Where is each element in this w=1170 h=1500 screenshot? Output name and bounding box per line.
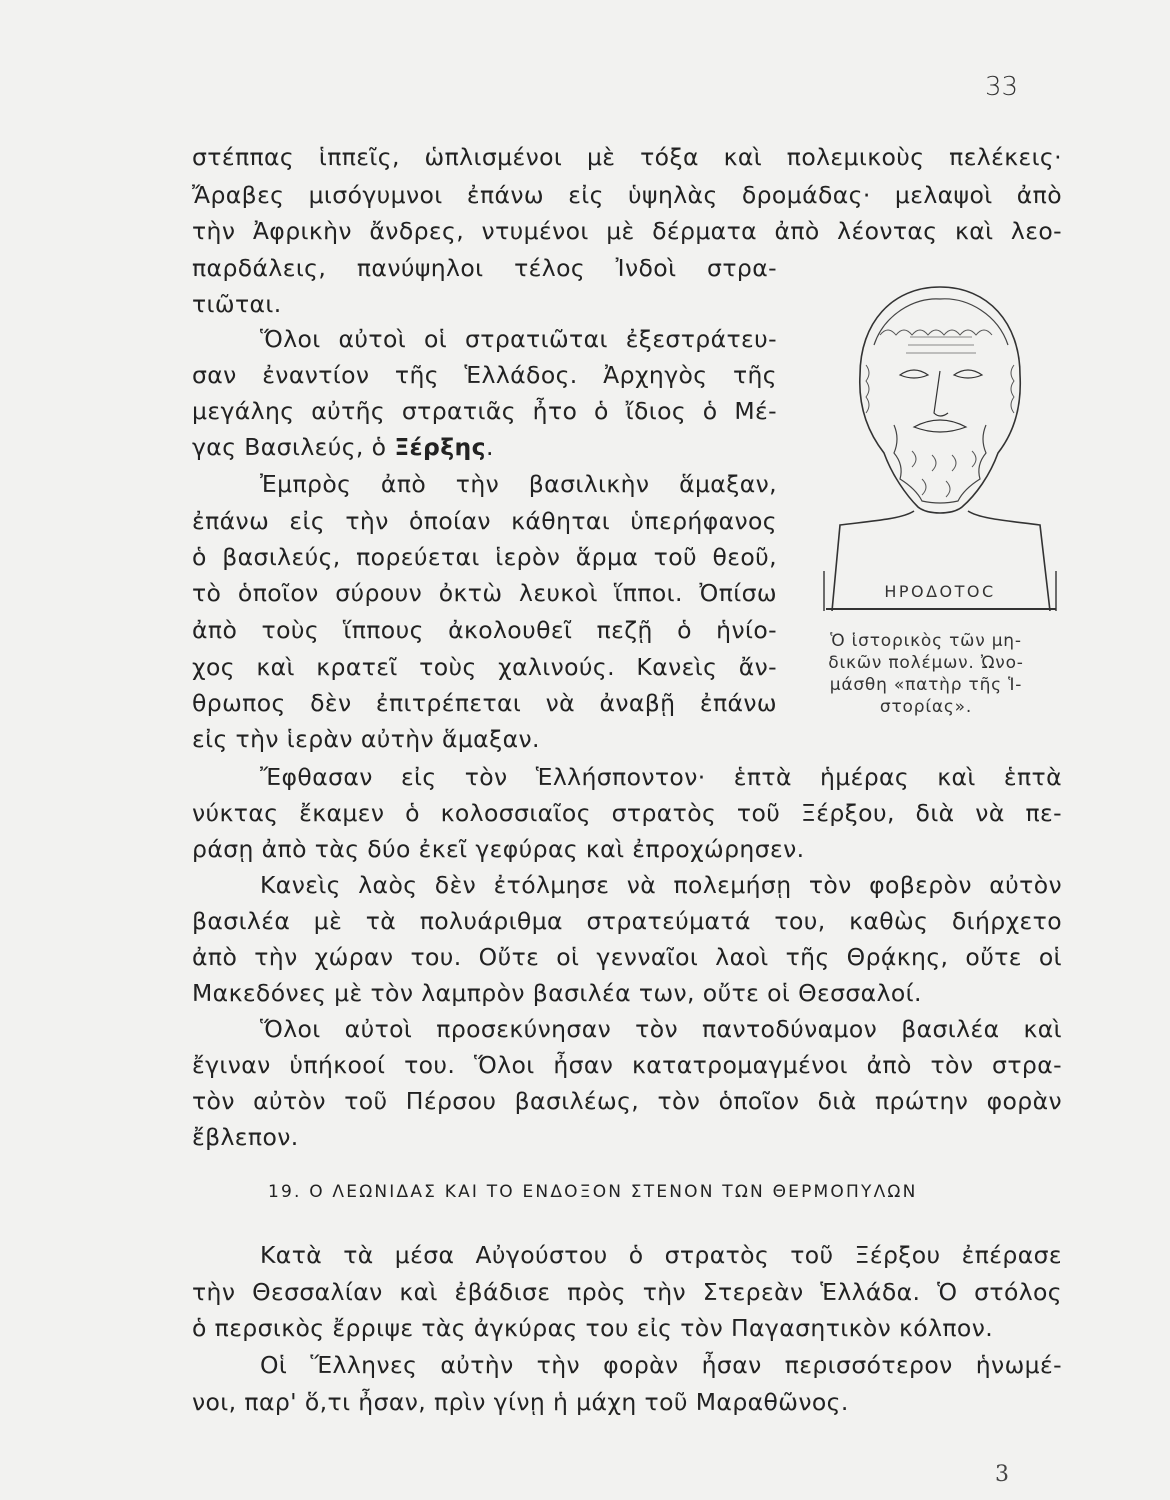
text-line: τὴν Ἀφρικὴν ἄνδρες, ντυμένοι μὲ δέρματα ἀπὸ λέοντας καὶ λεο-	[192, 217, 1062, 245]
text-line: θρωπος δὲν ἐπιτρέπεται νὰ ἀναβῇ ἐπάνω	[192, 689, 777, 717]
text-line: τιῶται.	[192, 290, 282, 318]
text-line: ἀπὸ τοὺς ἵππους ἀκολουθεῖ πεζῇ ὁ ἡνίο-	[192, 616, 777, 644]
printer-signature-mark: 3	[995, 1462, 1009, 1487]
figure-caption	[795, 630, 1057, 718]
text-fragment: .	[486, 433, 494, 461]
text-line: στέππας ἱππεῖς, ὡπλισμένοι μὲ τόξα καὶ πολεμικοὺς πελέκεις·	[192, 143, 1062, 171]
text-line: Μακεδόνες μὲ τὸν λαμπρὸν βασιλέα των, οὔτε οἱ Θεσσαλοί.	[192, 979, 922, 1007]
caption-line: δικῶν πολέμων. Ὠνο-	[828, 653, 1024, 673]
text-line: Ἔφθασαν εἰς τὸν Ἑλλήσποντον· ἑπτὰ ἡμέρας καὶ ἑπτὰ	[260, 763, 1062, 791]
section-heading: 19. Ο ΛΕΩΝΙΔΑΣ ΚΑΙ ΤΟ ΕΝΔΟΞΟΝ ΣΤΕΝΟΝ ΤΩΝ ΘΕΡΜΟΠΥΛΩΝ	[268, 1182, 918, 1202]
text-line: ἔβλεπον.	[192, 1123, 299, 1151]
bust-label: ΗΡΟΔΟΤΟϹ	[884, 582, 996, 601]
text-line: Ἐμπρὸς ἀπὸ τὴν βασιλικὴν ἅμαξαν,	[260, 470, 777, 498]
text-line: νύκτας ἔκαμεν ὁ κολοσσιαῖος στρατὸς τοῦ Ξέρξου, διὰ νὰ πε-	[192, 799, 1062, 827]
text-line: σαν ἐναντίον τῆς Ἑλλάδος. Ἀρχηγὸς τῆς	[192, 361, 777, 389]
page-number: 33	[985, 72, 1019, 102]
text-line	[192, 430, 777, 464]
text-line: χος καὶ κρατεῖ τοὺς χαλινούς. Κανεὶς ἄν-	[192, 653, 777, 681]
text-line: ὁ περσικὸς ἔρριψε τὰς ἀγκύρας του εἰς τὸν Παγασητικὸν κόλπον.	[192, 1314, 994, 1342]
caption-line: Ὁ ἱστορικὸς τῶν μη-	[830, 631, 1022, 651]
text-line: ἐπάνω εἰς τὴν ὁποίαν κάθηται ὑπερήφανος	[192, 507, 777, 535]
caption-line: μάσθη «πατὴρ τῆς Ἱ-	[829, 675, 1023, 695]
bust-illustration	[822, 275, 1058, 611]
text-fragment: γας Βασιλεύς, ὁ	[192, 433, 395, 461]
text-line: ὁ βασιλεύς, πορεύεται ἱερὸν ἅρμα τοῦ θεοῦ,	[192, 543, 777, 571]
text-line: ράσῃ ἀπὸ τὰς δύο ἐκεῖ γεφύρας καὶ ἐπροχώρησεν.	[192, 835, 805, 863]
text-line: ἔγιναν ὑπήκοοί του. Ὅλοι ἦσαν κατατρομαγμένοι ἀπὸ τὸν στρα-	[192, 1051, 1062, 1079]
text-line: παρδάλεις, πανύψηλοι τέλος Ἰνδοὶ στρα-	[192, 254, 777, 282]
herodotus-bust-figure	[822, 275, 1058, 611]
text-line: εἰς τὴν ἱερὰν αὐτὴν ἅμαξαν.	[192, 725, 540, 753]
text-line: Ἄραβες μισόγυμνοι ἐπάνω εἰς ὑψηλὰς δρομάδας· μελαψοὶ ἀπὸ	[192, 181, 1062, 209]
text-line: τὸν αὐτὸν τοῦ Πέρσου βασιλέως, τὸν ὁποῖον διὰ πρώτην φορὰν	[192, 1087, 1062, 1115]
xerxes-name: Ξέρξης	[394, 433, 487, 461]
text-line: Ὅλοι αὐτοὶ προσεκύνησαν τὸν παντοδύναμον βασιλέα καὶ	[260, 1015, 1062, 1043]
text-line: βασιλέα μὲ τὰ πολυάριθμα στρατεύματά του, καθὼς διήρχετο	[192, 907, 1062, 935]
caption-line: στορίας».	[879, 697, 973, 717]
text-line: Κατὰ τὰ μέσα Αὐγούστου ὁ στρατὸς τοῦ Ξέρξου ἐπέρασε	[260, 1241, 1062, 1269]
text-line: τὸ ὁποῖον σύρουν ὀκτὼ λευκοὶ ἵπποι. Ὀπίσω	[192, 579, 777, 607]
text-line: Ὅλοι αὐτοὶ οἱ στρατιῶται ἐξεστράτευ-	[260, 325, 777, 353]
text-line: τὴν Θεσσαλίαν καὶ ἐβάδισε πρὸς τὴν Στερεὰν Ἑλλάδα. Ὁ στόλος	[192, 1278, 1062, 1306]
text-line: ἀπὸ τὴν χώραν του. Οὔτε οἱ γενναῖοι λαοὶ τῆς Θρᾴκης, οὔτε οἱ	[192, 943, 1062, 971]
text-line: Οἱ Ἕλληνες αὐτὴν τὴν φορὰν ἦσαν περισσότερον ἡνωμέ-	[260, 1351, 1062, 1379]
text-line: νοι, παρ' ὅ,τι ἦσαν, πρὶν γίνῃ ἡ μάχη τοῦ Μαραθῶνος.	[192, 1388, 849, 1416]
text-line: μεγάλης αὐτῆς στρατιᾶς ἦτο ὁ ἴδιος ὁ Μέ-	[192, 397, 777, 425]
text-line: Κανεὶς λαὸς δὲν ἐτόλμησε νὰ πολεμήσῃ τὸν φοβερὸν αὐτὸν	[260, 871, 1062, 899]
